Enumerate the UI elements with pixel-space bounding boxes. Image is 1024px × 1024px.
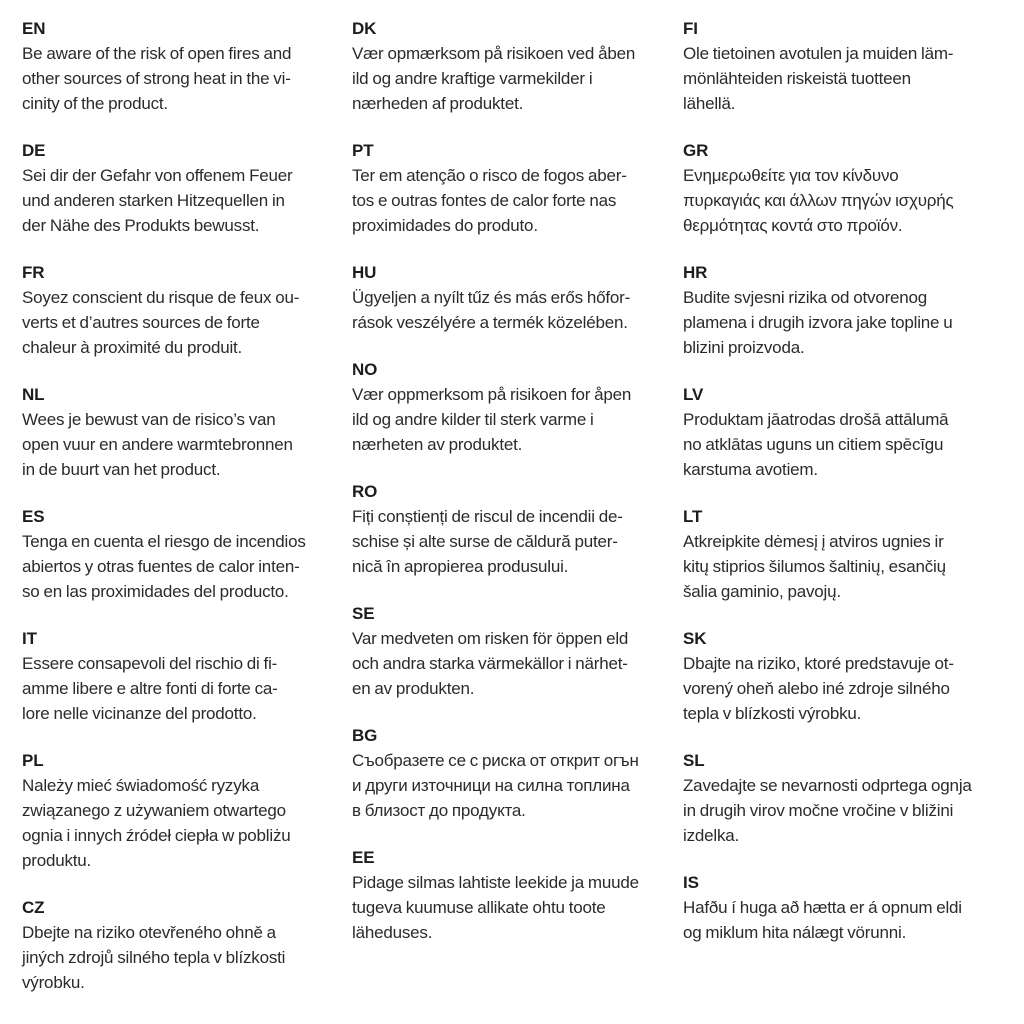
warning-line: Soyez conscient du risque de feux ou- <box>22 288 300 307</box>
lang-section-de <box>22 138 352 238</box>
warning-line: Należy mieć świadomość ryzyka <box>22 776 260 795</box>
warning-line: karstuma avotiem. <box>683 460 818 479</box>
warning-line: Ενημερωθείτε για τον κίνδυνο <box>683 166 899 185</box>
lang-section-ee <box>352 845 683 945</box>
warning-line: tos e outras fontes de calor forte nas <box>352 191 617 210</box>
warning-line: läheduses. <box>352 923 433 942</box>
warning-line: Vær oppmerksom på risikoen for åpen <box>352 385 632 404</box>
lang-section-lt <box>683 504 1024 604</box>
lang-section-hr <box>683 260 1024 360</box>
warning-line: Hafðu í huga að hætta er á opnum eldi <box>683 898 962 917</box>
lang-section-dk <box>352 16 683 116</box>
lang-code-gr: GR <box>683 141 709 160</box>
warning-line: związanego z używaniem otwartego <box>22 801 286 820</box>
lang-code-hu: HU <box>352 263 377 282</box>
lang-section-is <box>683 870 1024 945</box>
lang-code-pl: PL <box>22 751 44 770</box>
warning-line: и други източници на силна топлина <box>352 776 630 795</box>
warning-line: Fiți conștienți de riscul de incendii de- <box>352 507 623 526</box>
warning-line: plamena i drugih izvora jake topline u <box>683 313 953 332</box>
warning-line: proximidades do produto. <box>352 216 538 235</box>
lang-section-nl <box>22 382 352 482</box>
warning-line: schise și alte surse de căldură puter- <box>352 532 618 551</box>
warning-line: Dbajte na riziko, ktoré predstavuje ot- <box>683 654 954 673</box>
lang-section-es <box>22 504 352 604</box>
warning-line: och andra starka värmekällor i närhet- <box>352 654 628 673</box>
warning-line: rások veszélyére a termék közelében. <box>352 313 628 332</box>
lang-code-no: NO <box>352 360 378 379</box>
lang-code-se: SE <box>352 604 375 623</box>
lang-code-sl: SL <box>683 751 705 770</box>
warning-line: lähellä. <box>683 94 736 113</box>
warning-line: en av produkten. <box>352 679 475 698</box>
warning-line: in de buurt van het product. <box>22 460 221 479</box>
lang-code-bg: BG <box>352 726 378 745</box>
warning-line: šalia gaminio, pavojų. <box>683 582 841 601</box>
warning-line: chaleur à proximité du produit. <box>22 338 243 357</box>
lang-section-fr <box>22 260 352 360</box>
warning-line: izdelka. <box>683 826 740 845</box>
lang-code-es: ES <box>22 507 45 526</box>
warning-line: ild og andre kilder til sterk varme i <box>352 410 594 429</box>
warning-line: Ole tietoinen avotulen ja muiden läm- <box>683 44 954 63</box>
warning-line: Съобразете се с риска от открит огън <box>352 751 639 770</box>
lang-code-cz: CZ <box>22 898 45 917</box>
warning-line: Pidage silmas lahtiste leekide ja muude <box>352 873 639 892</box>
lang-code-sk: SK <box>683 629 707 648</box>
lang-section-no <box>352 357 683 457</box>
warning-line: Dbejte na riziko otevřeného ohně a <box>22 923 276 942</box>
warning-line: tugeva kuumuse allikate ohtu toote <box>352 898 606 917</box>
column-2 <box>352 16 683 1024</box>
warning-line: blizini proizvoda. <box>683 338 805 357</box>
warning-line: θερμότητας κοντά στο προϊόν. <box>683 216 903 235</box>
lang-code-fr: FR <box>22 263 45 282</box>
lang-code-ro: RO <box>352 482 378 501</box>
warning-line: Budite svjesni rizika od otvorenog <box>683 288 928 307</box>
lang-code-en: EN <box>22 19 46 38</box>
lang-section-pl <box>22 748 352 873</box>
warning-line: mönlähteiden riskeistä tuotteen <box>683 69 911 88</box>
lang-code-is: IS <box>683 873 699 892</box>
lang-section-it <box>22 626 352 726</box>
warning-line: other sources of strong heat in the vi- <box>22 69 291 88</box>
lang-code-lt: LT <box>683 507 703 526</box>
lang-code-de: DE <box>22 141 46 160</box>
warning-line: amme libere e altre fonti di forte ca- <box>22 679 278 698</box>
warning-line: Ügyeljen a nyílt tűz és más erős hőfor- <box>352 288 631 307</box>
lang-code-ee: EE <box>352 848 375 867</box>
warning-line: verts et d’autres sources de forte <box>22 313 260 332</box>
warning-line: so en las proximidades del producto. <box>22 582 289 601</box>
lang-section-sk <box>683 626 1024 726</box>
warning-line: kitų stiprios šilumos šaltinių, esančių <box>683 557 946 576</box>
warning-line: Wees je bewust van de risico’s van <box>22 410 276 429</box>
warning-line: nærheten av produktet. <box>352 435 523 454</box>
warning-line: в близост до продукта. <box>352 801 526 820</box>
warning-line: Produktam jāatrodas drošā attālumā <box>683 410 949 429</box>
lang-code-it: IT <box>22 629 37 648</box>
lang-code-nl: NL <box>22 385 45 404</box>
lang-code-hr: HR <box>683 263 708 282</box>
warning-line: produktu. <box>22 851 92 870</box>
lang-section-lv <box>683 382 1024 482</box>
warning-line: og miklum hita nálægt vörunni. <box>683 923 907 942</box>
warning-line: lore nelle vicinanze del prodotto. <box>22 704 257 723</box>
column-3 <box>683 16 1024 1024</box>
warning-line: abiertos y otras fuentes de calor inten- <box>22 557 300 576</box>
warning-line: Zavedajte se nevarnosti odprtega ognja <box>683 776 972 795</box>
lang-section-gr <box>683 138 1024 238</box>
warning-line: Atkreipkite dėmesį į atviros ugnies ir <box>683 532 944 551</box>
warning-line: tepla v blízkosti výrobku. <box>683 704 862 723</box>
column-1 <box>22 16 352 1024</box>
lang-code-lv: LV <box>683 385 704 404</box>
warning-line: Essere consapevoli del rischio di fi- <box>22 654 278 673</box>
warning-line: Var medveten om risken för öppen eld <box>352 629 629 648</box>
warning-line: und anderen starken Hitzequellen in <box>22 191 285 210</box>
warning-line: der Nähe des Produkts bewusst. <box>22 216 260 235</box>
lang-code-pt: PT <box>352 141 374 160</box>
warning-line: cinity of the product. <box>22 94 168 113</box>
warning-line: Sei dir der Gefahr von offenem Feuer <box>22 166 293 185</box>
warning-line: výrobku. <box>22 973 85 992</box>
lang-section-fi <box>683 16 1024 116</box>
warning-line: nică în apropierea produsului. <box>352 557 569 576</box>
lang-code-fi: FI <box>683 19 698 38</box>
warning-line: nærheden af produktet. <box>352 94 524 113</box>
lang-section-pt <box>352 138 683 238</box>
lang-section-en <box>22 16 352 116</box>
warning-line: vorený oheň alebo iné zdroje silného <box>683 679 950 698</box>
warning-line: πυρκαγιάς και άλλων πηγών ισχυρής <box>683 191 954 210</box>
lang-code-dk: DK <box>352 19 377 38</box>
lang-section-cz <box>22 895 352 995</box>
warning-line: Be aware of the risk of open fires and <box>22 44 292 63</box>
lang-section-sl <box>683 748 1024 848</box>
lang-section-bg <box>352 723 683 823</box>
lang-section-se <box>352 601 683 701</box>
warning-line: in drugih virov močne vročine v bližini <box>683 801 954 820</box>
warning-line: ognia i innych źródeł ciepła w pobliżu <box>22 826 291 845</box>
warning-line: Tenga en cuenta el riesgo de incendios <box>22 532 306 551</box>
lang-section-ro <box>352 479 683 579</box>
warning-line: jiných zdrojů silného tepla v blízkosti <box>22 948 286 967</box>
lang-section-hu <box>352 260 683 335</box>
warning-line: ild og andre kraftige varmekilder i <box>352 69 593 88</box>
warning-line: no atklātas uguns un citiem spēcīgu <box>683 435 944 454</box>
warning-line: Ter em atenção o risco de fogos aber- <box>352 166 627 185</box>
warning-line: Vær opmærksom på risikoen ved åben <box>352 44 636 63</box>
warning-line: open vuur en andere warmtebronnen <box>22 435 293 454</box>
